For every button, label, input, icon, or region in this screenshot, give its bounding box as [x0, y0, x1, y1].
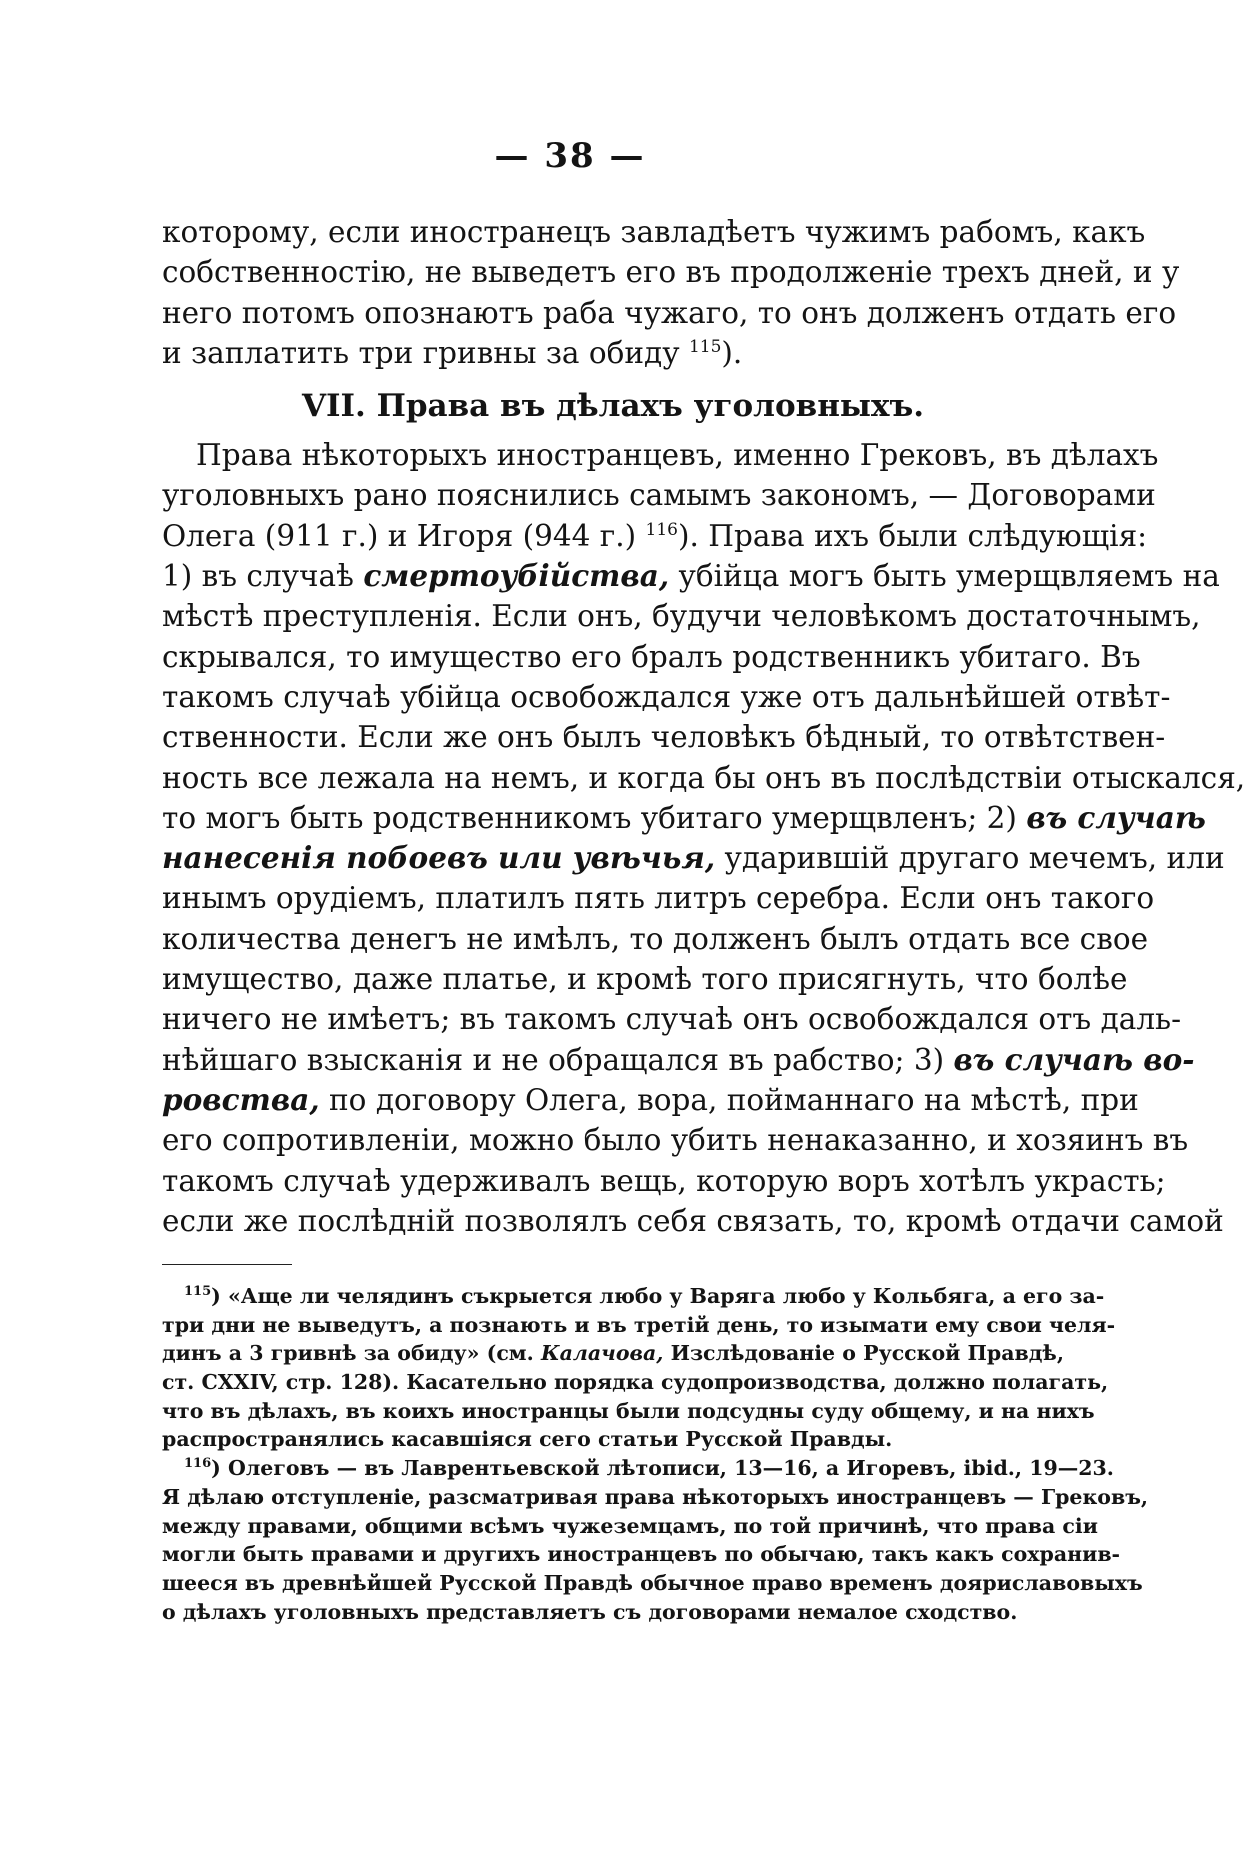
main-text [162, 212, 1245, 1241]
emphasis-text: нанесенія побоевъ или увѣчья, [162, 840, 716, 876]
emphasis-text: смертоубійства, [363, 558, 670, 594]
section-heading: VII. Права въ дѣлахъ уголовныхъ. [301, 388, 925, 425]
text-line: такомъ случаѣ убійца освобождался уже отъ дальнѣйшей отвѣт- [162, 679, 1171, 714]
footnote-line: что въ дѣлахъ, въ коихъ иностранцы были подсудны суду общему, и на нихъ [162, 1398, 1095, 1423]
footnote-line [162, 1454, 1114, 1483]
text-span: Изслѣдованіе о Русской Правдѣ, [670, 1341, 1064, 1366]
text-line [162, 556, 1220, 596]
text-span: по договору Олега, вора, пойманнаго на мѣстѣ, при [329, 1082, 1139, 1117]
text-span: ) Олеговъ — въ Лаврентьевской лѣтописи, 13—16, а Игоревъ, ibid., 19—23. [211, 1456, 1114, 1481]
text-line: которому, если иностранецъ завладѣетъ чужимъ рабомъ, какъ [162, 215, 1146, 249]
text-line: такомъ случаѣ удерживалъ вещь, которую воръ хотѣлъ украсть; [162, 1163, 1166, 1198]
text-span: 1) въ случаѣ [162, 559, 354, 594]
text-line: мѣстѣ преступленія. Если онъ, будучи человѣкомъ достаточнымъ, [162, 599, 1201, 634]
text-line: инымъ орудіемъ, платилъ пять литръ серебра. Если онъ такого [162, 881, 1155, 916]
text-span: и заплатить три гривны за обиду [162, 335, 680, 370]
text-line: него потомъ опознаютъ раба чужаго, то онъ долженъ отдать его [162, 295, 1177, 330]
text-line: ность все лежала на немъ, и когда бы онъ въ послѣдствіи отыскался, [162, 760, 1245, 795]
text-line: Права нѣкоторыхъ иностранцевъ, именно Грековъ, въ дѣлахъ [196, 438, 1159, 473]
footnote-line: распространялись касавшіяся сего статьи Русской Правды. [162, 1427, 893, 1452]
footnote-line [162, 1282, 1105, 1311]
text-line: ничего не имѣетъ; въ такомъ случаѣ онъ освобождался отъ даль- [162, 1002, 1182, 1037]
footnote-line [162, 1339, 1064, 1368]
emphasis-text: Калачова, [540, 1341, 664, 1366]
footnote-ref-116: 116 [645, 519, 678, 540]
text-line [162, 1080, 1139, 1120]
emphasis-text: въ случаѣ во- [953, 1041, 1195, 1077]
footnote-line: между правами, общими всѣмъ чужеземцамъ, по той причинѣ, что права сіи [162, 1513, 1098, 1538]
footnote-line: три дни не выведутъ, а познають и въ третій день, то изымати ему свои челя- [162, 1312, 1116, 1337]
emphasis-text: въ случаѣ [1026, 799, 1206, 835]
text-span: нѣйшаго взысканія и не обращался въ рабство; 3) [162, 1042, 945, 1077]
text-line [162, 1040, 1195, 1080]
text-span: Олега (911 г.) и Игоря (944 г.) [162, 518, 637, 553]
text-span: ударившій другаго мечемъ, или [724, 841, 1225, 876]
footnote-marker-116: 116 [184, 1456, 212, 1472]
text-line: ственности. Если же онъ былъ человѣкъ бѣдный, то отвѣтствен- [162, 720, 1166, 755]
footnote-line: Я дѣлаю отступленіе, разсматривая права нѣкоторыхъ иностранцевъ — Грековъ, [162, 1484, 1149, 1509]
text-line [162, 838, 1225, 878]
footnote-line: ст. CXXIV, стр. 128). Касательно порядка судопроизводства, должно полагать, [162, 1370, 1109, 1395]
footnote-divider [162, 1264, 292, 1265]
text-line: уголовныхъ рано пояснились самымъ закономъ, — Договорами [162, 478, 1156, 513]
text-span: то могъ быть родственникомъ убитаго умерщвленъ; 2) [162, 800, 1017, 835]
text-line: имущество, даже платье, и кромѣ того присягнуть, что болѣе [162, 962, 1128, 997]
footnote-line: могли быть правами и другихъ иностранцевъ по обычаю, такъ какъ сохранив- [162, 1542, 1121, 1567]
footnote-marker-115: 115 [184, 1284, 212, 1300]
emphasis-text: ровства, [162, 1081, 320, 1117]
text-span: ). Права ихъ были слѣдующія: [677, 518, 1148, 553]
text-span: убійца могъ быть умерщвляемъ на [678, 559, 1220, 594]
text-line [162, 798, 1206, 838]
text-line: собственностію, не выведетъ его въ продолженіе трехъ дней, и у [162, 255, 1180, 290]
text-span: динъ а 3 гривнѣ за обиду» (см. [162, 1341, 534, 1366]
footnote-line: шееся въ древнѣйшей Русской Правдѣ обычное право временъ дояриславовыхъ [162, 1570, 1143, 1595]
text-line [162, 516, 1148, 556]
text-line: количества денегъ не имѣлъ, то долженъ былъ отдать все свое [162, 921, 1149, 956]
text-line: скрывался, то имущество его бралъ родственникъ убитаго. Въ [162, 639, 1141, 674]
text-line: его сопротивленіи, можно было убить ненаказанно, и хозяинъ въ [162, 1123, 1189, 1158]
text-span: ) «Аще ли челядинъ съкрыется любо у Варяга любо у Кольбяга, а его за- [211, 1284, 1105, 1308]
text-line: если же послѣдній позволялъ себя связать, то, кромѣ отдачи самой [162, 1203, 1224, 1238]
footnote-ref-115: 115 [688, 337, 722, 358]
text-span: ). [721, 335, 743, 370]
footnote-line: о дѣлахъ уголовныхъ представляетъ съ договорами немалое сходство. [162, 1599, 1018, 1624]
footnotes [162, 1282, 1149, 1626]
text-line [162, 333, 1064, 373]
page-number: — 38 — [494, 136, 646, 176]
